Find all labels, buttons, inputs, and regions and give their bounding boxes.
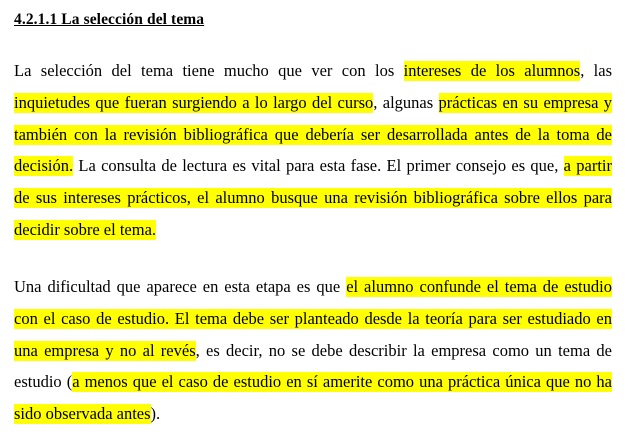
highlighted-text-run: intereses de los alumnos <box>403 61 581 81</box>
text-run: ). <box>150 404 161 424</box>
text-run: , las <box>580 61 613 81</box>
paragraph-2 <box>14 271 612 429</box>
text-run: La selección del tema tiene mucho que ver con los <box>14 61 404 81</box>
highlighted-text-run: el alumno confunde el tema de estudio con el caso de estudio. El tema debe ser planteado desde la teoría para ser estudiado en una empresa y no al revés <box>14 277 612 360</box>
paragraph-1 <box>14 55 612 245</box>
highlighted-text-run: a menos que el caso de estudio en sí amerite como una práctica única que no ha sido observada antes <box>14 372 612 424</box>
highlighted-text-run: inquietudes que fueran surgiendo a lo largo del curso <box>14 93 374 113</box>
text-run: , es decir, no se debe describir la empresa como un tema de estudio ( <box>14 340 612 392</box>
text-run: Una dificultad que aparece en esta etapa es que <box>14 277 347 297</box>
section-heading: 4.2.1.1 La selección del tema <box>14 11 205 28</box>
text-run: , algunas <box>373 93 439 113</box>
highlighted-text-run: prácticas en su empresa y también con la revisión bibliográfica que debería ser desarrollada antes de la toma de decisión. <box>14 93 613 176</box>
highlighted-text-run: a partir de sus intereses prácticos, el alumno busque una revisión bibliográfica sobre ellos para decidir sobre el tema. <box>14 156 613 239</box>
text-run: La consulta de lectura es vital para esta fase. El primer consejo es que, <box>73 156 564 176</box>
